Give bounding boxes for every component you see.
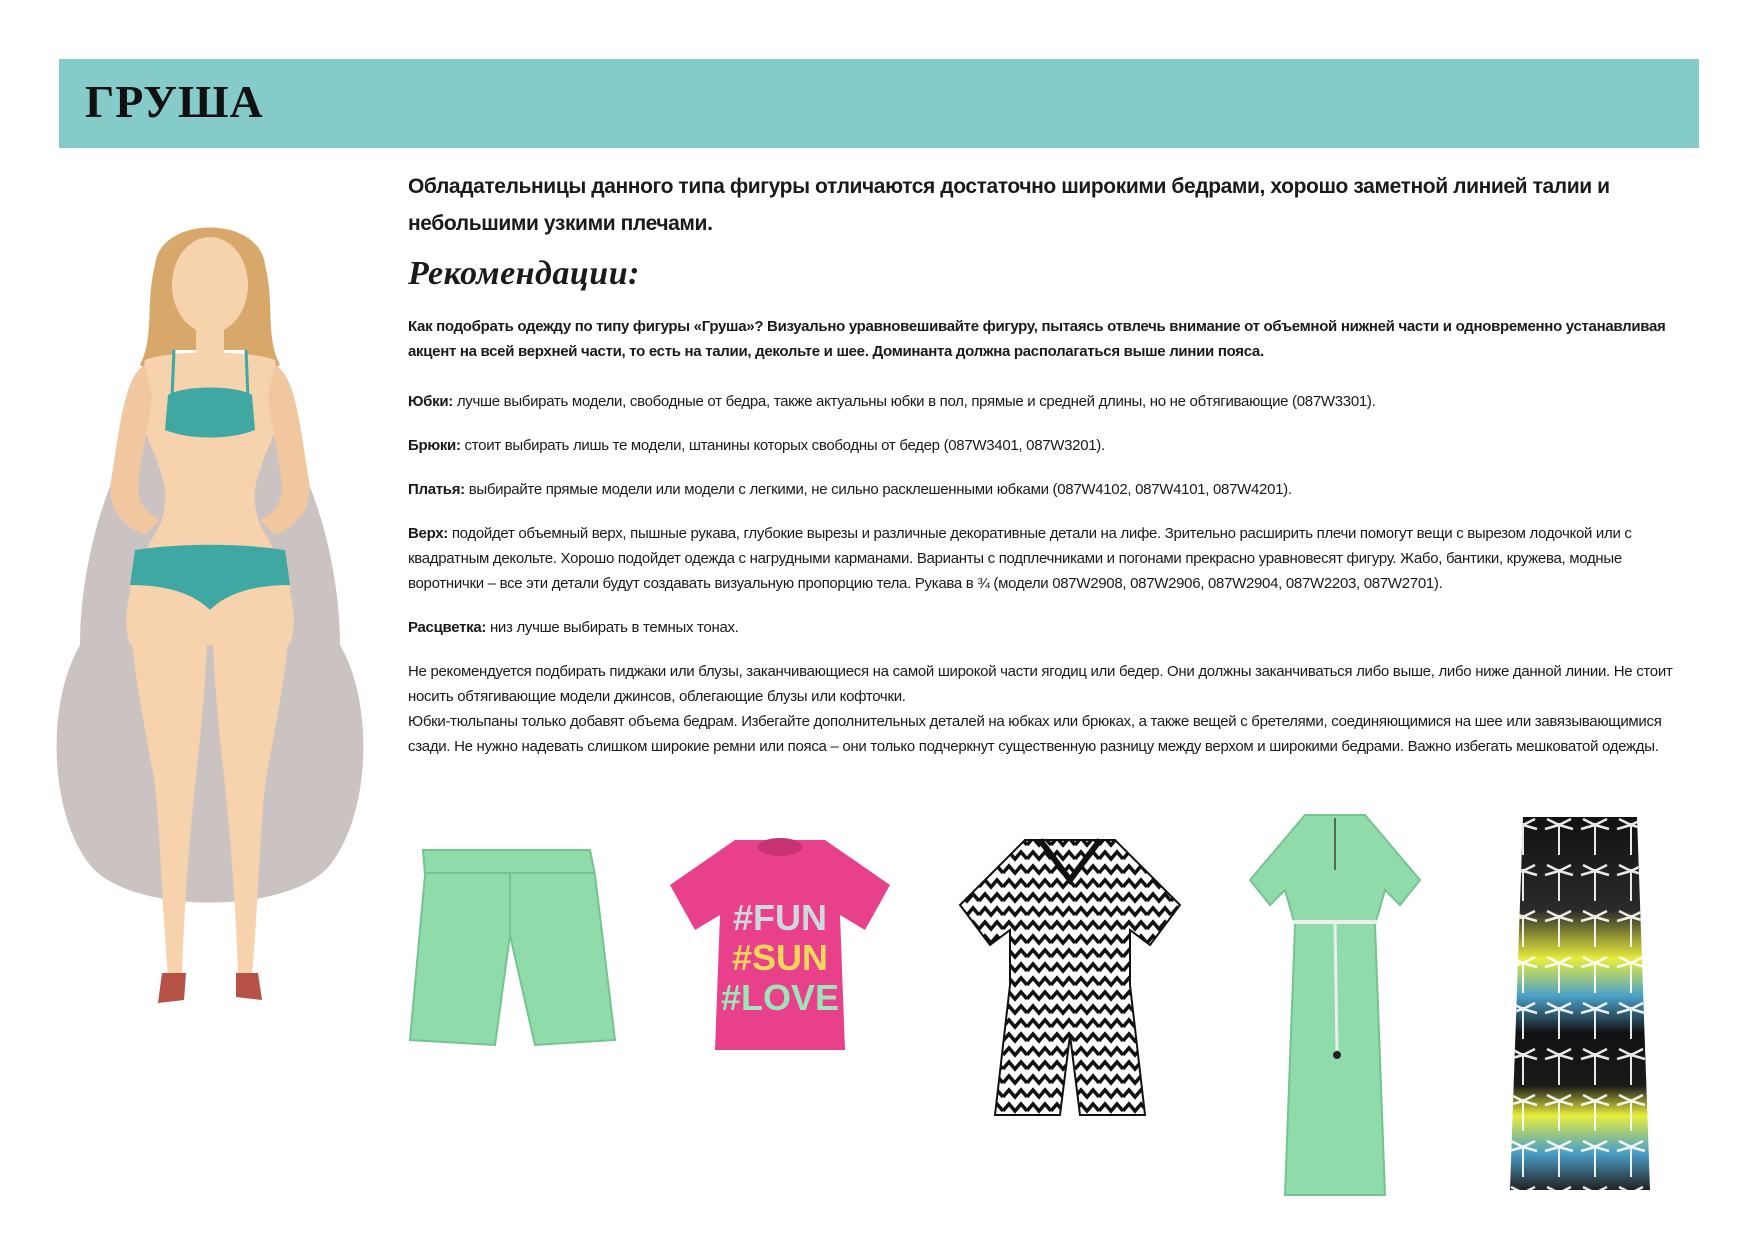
left-shoe — [158, 973, 186, 1003]
face — [172, 237, 248, 333]
trousers-paragraph: Брюки: стоит выбирать лишь те модели, штанины которых свободны от бедер (087W3401, 087W3201). — [408, 437, 1105, 454]
tshirt-print-line1: #FUN — [732, 897, 828, 938]
page-title: ГРУША — [85, 76, 264, 127]
title-banner — [59, 59, 1699, 148]
top-paragraph: Верх: подойдет объемный верх, пышные рукава, глубокие вырезы и различные декоративные детали на лифе. Зрительно расширить плечи помогут вещи с вырезом лодочкой или с квадратным декольте. Хорошо подойдет одежда с нагрудными карманами. Варианты с подплечниками и погонами прекрасно уравновесят фигуру. Жабо, бантики, кружева, модные воротнички – все эти детали будут создавать визуальную пропорцию тела. Рукава в ¾ (модели 087W2908, 087W2906, 087W2904, 087W2203, 087W2701). — [408, 525, 1632, 592]
dresses-paragraph: Платья: выбирайте прямые модели или модели с легкими, не сильно расклешенными юбками (087W4102, 087W4101, 087W4201). — [408, 481, 1292, 498]
right-shoe — [236, 973, 262, 1000]
neck — [196, 325, 224, 355]
colors-paragraph: Расцветка: низ лучше выбирать в темных тонах. — [408, 619, 739, 636]
mint-dress-image — [1245, 810, 1425, 1200]
pink-tshirt-image — [665, 835, 895, 1055]
intro-text: Обладательницы данного типа фигуры отличаются достаточно широкими бедрами, хорошо заметной линией талии и небольшими узкими плечами. — [408, 175, 1610, 235]
recommendations-heading: Рекомендации: — [408, 255, 640, 292]
tulip-paragraph: Юбки-тюльпаны только добавят объема бедрам. Избегайте дополнительных деталей на юбках или брюках, а также вещей с бретелями, соединяющимися на шее или завязывающимися сзади. Не нужно надевать слишком широкие ремни или пояса – они только подчеркнут существенную разницу между верхом и широкими бедрами. Важно избегать мешковатой одежды. — [408, 713, 1662, 755]
tshirt-print-line2: #SUN — [731, 937, 829, 978]
skirts-paragraph: Юбки: лучше выбирать модели, свободные от бедра, также актуальны юбки в пол, прямые и средней длины, но не обтягивающие (087W3301). — [408, 393, 1376, 410]
recommendations-body — [408, 314, 1700, 759]
how-to-paragraph: Как подобрать одежду по типу фигуры «Груша»? Визуально уравновешивайте фигуру, пытаясь отвлечь внимание от объемной нижней части и одновременно устанавливая акцент на всей верхней части, то есть на талии, декольте и шее. Доминанта должна располагаться выше линии пояса. — [408, 318, 1666, 360]
zigzag-romper-image — [955, 835, 1185, 1125]
tshirt-print-line3: #LOVE — [720, 977, 840, 1018]
not-recommended-paragraph: Не рекомендуется подбирать пиджаки или блузы, заканчивающиеся на самой широкой части ягодиц или бедер. Они должны заканчиваться либо выше, либо ниже данной линии. Не стоит носить обтягивающие модели джинсов, облегающие блузы или кофточки. — [408, 663, 1673, 705]
pear-body-illustration — [50, 225, 370, 1155]
mint-shorts-image — [405, 845, 620, 1050]
swimsuit-top — [165, 388, 255, 438]
palm-print-skirt-image — [1505, 815, 1655, 1195]
